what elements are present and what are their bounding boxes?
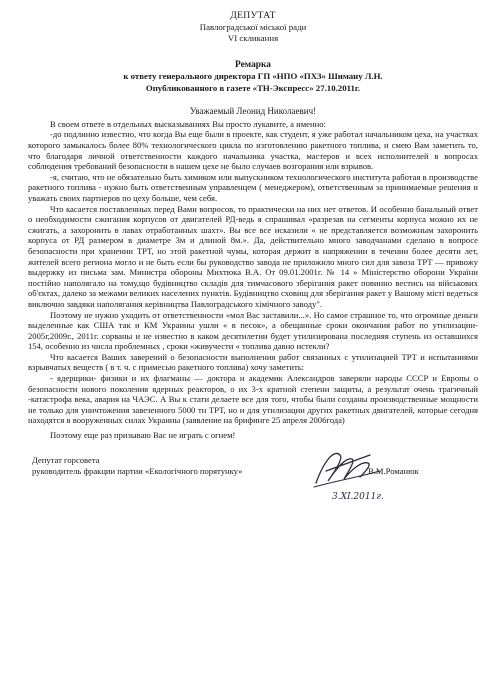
paragraph: Поэтому не нужно уходить от ответственности «мол Вас заставили...». Но самое страшное то, что огромные деньги выделенные как США так и КМ Украины ушли « в песок», а обещанные сроки окончания работ по утилизации- 2005г,2009г., 2011г. сорваны и не известно в каком десятилетии будет утилизирована последняя ступень из оставшихся 154, особенно из числа проблемных , сроки «живучести « топлива давно истекли? <box>28 309 478 352</box>
header-council: Павлоградської міської ради <box>199 22 307 32</box>
letter-body <box>28 119 478 426</box>
remark-source: Опубликованного в газете «ТН-Экспресс» 27.10.2011г. <box>145 82 361 93</box>
remark-title <box>28 60 478 94</box>
header-convocation: VI скликання <box>227 33 279 43</box>
signatory-name: В.М.Романюк <box>368 465 419 476</box>
remark-subject: к ответу генерального директора ГП «НПО «ПХЗ» Шиману Л.Н. <box>123 71 383 82</box>
paragraph: В своем ответе в отдельных высказываниях Вы просто лукавите, а именно: <box>50 118 326 129</box>
signature-block <box>28 455 478 503</box>
paragraph: -я, считаю, что не обязательно быть химиком или выпускником технологического института работая в производстве ракетного топлива - нужно быть ответственным управленцем ( менеджером), ответственным за принимаемые решения и уважать своих партнеров по цеху больше, чем себя. <box>28 171 478 203</box>
signatory-role-line1: Депутат горсовета <box>32 454 100 465</box>
paragraph: Что касается Ваших заверений о безопасности выполнения работ связанных с утилизацией ТРТ и испытаниями взрывчатых веществ ( в т. ч. с примесью ракетного топлива) хочу заметить: <box>28 351 478 373</box>
paragraph: -до подлинно известно, что когда Вы еще были в проекте, как студент, я уже работал начальником цеха, на участках которого замыкалось более 80% технологического цикла по изготовлению ракетного топлива, и смею Вам заметить то, что благодаря личной ответственности каждого начальника участка, мастеров и всех исполнителей в вопросах соблюдения требований безопасности в нашем цехе не было случаев возгорания или взрывов. <box>28 129 478 172</box>
greeting: Уважаемый Леонид Николаевич! <box>189 106 317 117</box>
signatory-role-line2: руководитель фракции партии «Екологічного порятунку» <box>32 465 243 476</box>
signatory-role <box>32 455 242 477</box>
document-header <box>28 10 478 44</box>
paragraph: Что касается поставленных перед Вами вопросов, то практически на них нет ответов. И особенно банальный ответ о необходимости сжигания корпусов от двигателей РД-ведь я спрашивал «разрезав на сегменты корпуса можно их не сжигать, а захоронить в лавах отработанных шахт». Вы все все исказили « не представляется возможным захоронить корпуса от РД размером в диаметре 3м и длиной 8м.». Да, действительно много заводчанами сделано в вопросе безопасности при хранении ТРТ, но этой ракетной чумы, которая держит в напряжении в течении более десяти лет, жителей всего региона могло и не быть если бы руководство завода не приложило много сил для завоза ТРТ — привожу выдержку из письма зам. Министра обороны Михтюка В.А. От 09.01.2001г. № 14 » Міністерство оборони України постійно наполягало на тому,що будівництво складів для тимчасового зберігання ракет повинно вестись на військових об'єктах, далеко за межами великих населених пунктів. Будівництво сховищ для зберігання ракет у Вашому місті ведеться виключно завдяки наполягання керівництва Павлоградського хімічного заводу". <box>28 203 478 309</box>
header-title: ДЕПУТАТ <box>230 10 276 21</box>
closing-line: Поэтому еще раз призываю Вас не играть с огнем! <box>50 430 236 441</box>
remark-heading: Ремарка <box>235 60 271 70</box>
paragraph: - ядерщики- физики и их флагманы — доктора и академик Александров заверяли народы СССР и Европы о безопасности нового поколения ядерных реакторов, о их 3-х кратной степени защиты, а результат очень трагичный -катастрофа века, авария на ЧАЭС. А Вы к стати делаете все для того, чтобы были созданы производственные мощности не только для уничтожения завезенного 5000 тн ТРТ, но и для утилизации других ракетных двигателей, которые сегодня находятся в вооруженных силах Украины (заявление на брифинге 25 апреля 2006года) <box>28 373 478 426</box>
svg-text:3.XI.2011г.: 3.XI.2011г. <box>332 491 384 501</box>
